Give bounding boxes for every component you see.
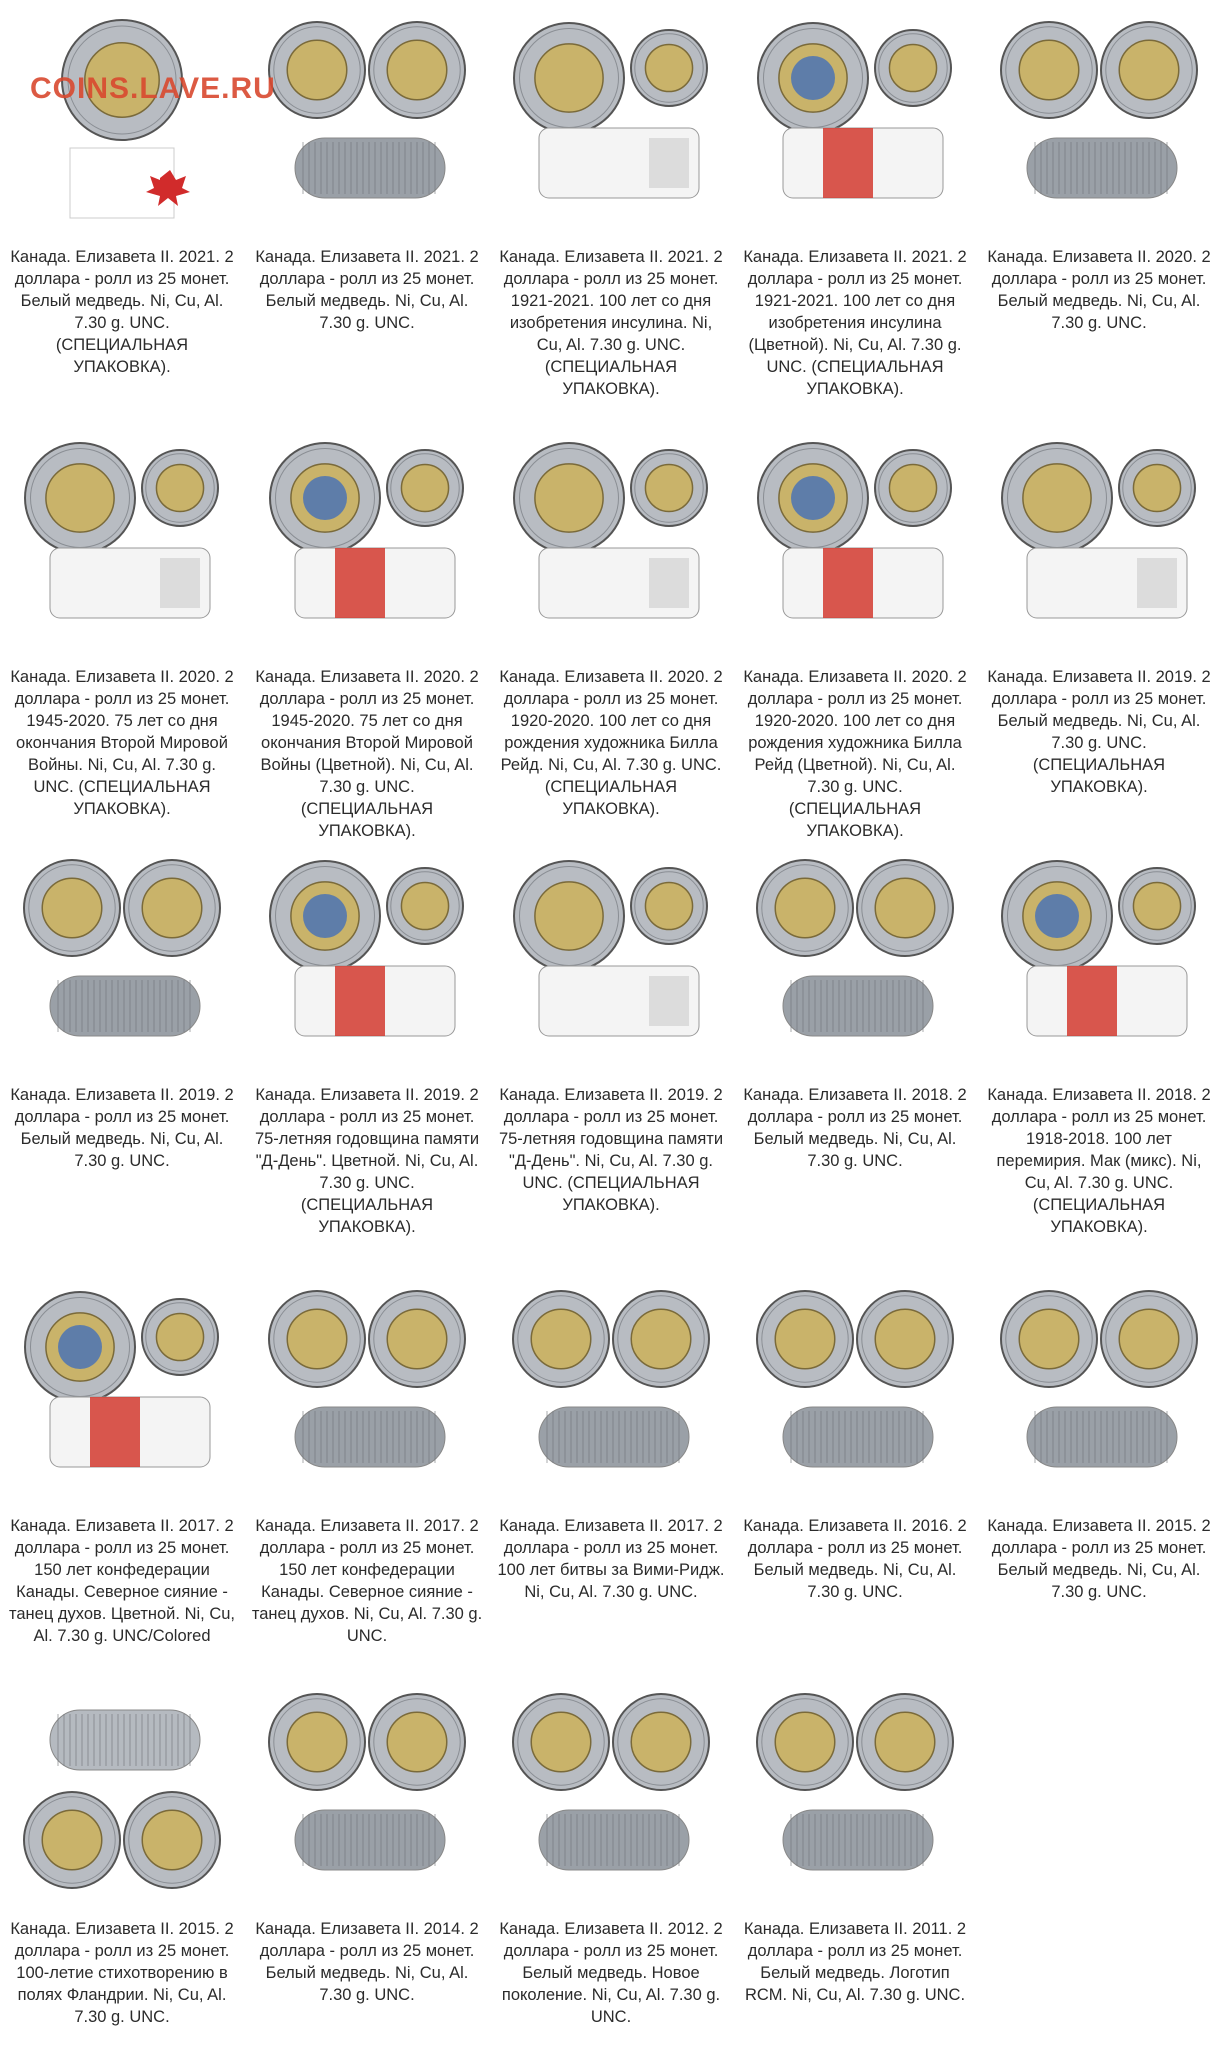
product-caption[interactable]: Канада. Елизавета II. 2019. 2 доллара - ролл из 25 монет. Белый медведь. Ni, Cu, Al. 7.30 g. UNC. (СПЕЦИАЛЬНАЯ УПАКОВКА). — [987, 668, 1211, 796]
coin-roll-photo — [10, 1680, 234, 1904]
product-image[interactable] — [255, 1680, 479, 1904]
product-card[interactable] — [981, 846, 1217, 1238]
product-card[interactable] — [493, 8, 729, 400]
product-caption[interactable]: Канада. Елизавета II. 2021. 2 доллара - ролл из 25 монет. 1921-2021. 100 лет со дня изобретения инсулина (Цветной). Ni, Cu, Al. 7.30 g. UNC. (СПЕЦИАЛЬНАЯ УПАКОВКА). — [743, 248, 967, 398]
coin-roll-photo — [743, 846, 967, 1070]
product-card[interactable] — [4, 846, 240, 1172]
coin-roll-photo — [499, 846, 723, 1070]
product-card[interactable] — [493, 846, 729, 1216]
product-card[interactable] — [249, 1680, 485, 2006]
product-card[interactable] — [737, 846, 973, 1172]
product-image[interactable] — [743, 428, 967, 652]
product-caption[interactable]: Канада. Елизавета II. 2020. 2 доллара - ролл из 25 монет. 1945-2020. 75 лет со дня окончания Второй Мировой Войны (Цветной). Ni, Cu, Al. 7.30 g. UNC. (СПЕЦИАЛЬНАЯ УПАКОВКА). — [255, 668, 479, 840]
product-caption[interactable]: Канада. Елизавета II. 2020. 2 доллара - ролл из 25 монет. 1945-2020. 75 лет со дня окончания Второй Мировой Войны. Ni, Cu, Al. 7.30 g. UNC. (СПЕЦИАЛЬНАЯ УПАКОВКА). — [10, 668, 234, 818]
coin-roll-photo — [255, 1680, 479, 1904]
product-card[interactable] — [249, 8, 485, 334]
coin-roll-photo — [743, 1680, 967, 1904]
product-card[interactable] — [737, 428, 973, 842]
product-image[interactable] — [10, 846, 234, 1070]
coin-roll-photo — [255, 428, 479, 652]
product-image[interactable] — [987, 1277, 1211, 1501]
product-caption[interactable]: Канада. Елизавета II. 2018. 2 доллара - ролл из 25 монет. Белый медведь. Ni, Cu, Al. 7.30 g. UNC. — [743, 1086, 967, 1170]
product-image[interactable] — [499, 846, 723, 1070]
coin-roll-photo — [499, 1277, 723, 1501]
coin-roll-photo — [10, 1277, 234, 1501]
product-image[interactable] — [10, 1680, 234, 1904]
product-card[interactable] — [981, 8, 1217, 334]
product-image[interactable] — [499, 428, 723, 652]
product-card[interactable] — [737, 1680, 973, 2006]
coin-roll-photo — [255, 846, 479, 1070]
product-image[interactable] — [987, 8, 1211, 232]
product-card[interactable] — [249, 1277, 485, 1647]
product-card[interactable] — [4, 1277, 240, 1647]
product-card[interactable] — [981, 1277, 1217, 1603]
product-caption[interactable]: Канада. Елизавета II. 2020. 2 доллара - ролл из 25 монет. Белый медведь. Ni, Cu, Al. 7.30 g. UNC. — [987, 248, 1211, 332]
product-image[interactable] — [743, 1680, 967, 1904]
coin-roll-photo — [987, 846, 1211, 1070]
coin-roll-photo — [10, 846, 234, 1070]
product-image[interactable] — [255, 846, 479, 1070]
product-image[interactable] — [987, 428, 1211, 652]
product-card[interactable] — [981, 428, 1217, 798]
watermark-logo: COINS.LAVE.RU — [30, 72, 276, 105]
product-image[interactable] — [743, 1277, 967, 1501]
product-card[interactable] — [737, 1277, 973, 1603]
product-image[interactable] — [255, 428, 479, 652]
product-card[interactable] — [493, 1680, 729, 2028]
coin-roll-photo — [499, 8, 723, 232]
product-caption[interactable]: Канада. Елизавета II. 2017. 2 доллара - ролл из 25 монет. 100 лет битвы за Вими-Ридж. Ni, Cu, Al. 7.30 g. UNC. — [497, 1517, 725, 1601]
coin-roll-photo — [743, 1277, 967, 1501]
product-image[interactable] — [499, 1680, 723, 1904]
coin-roll-photo — [255, 1277, 479, 1501]
product-caption[interactable]: Канада. Елизавета II. 2015. 2 доллара - ролл из 25 монет. 100-летие стихотворению в полях Фландрии. Ni, Cu, Al. 7.30 g. UNC. — [10, 1920, 234, 2026]
coin-roll-photo — [255, 8, 479, 232]
product-image[interactable] — [499, 8, 723, 232]
coin-roll-photo — [743, 428, 967, 652]
product-card[interactable] — [493, 1277, 729, 1603]
coin-roll-photo — [10, 8, 234, 232]
coin-roll-photo — [987, 8, 1211, 232]
product-caption[interactable]: Канада. Елизавета II. 2021. 2 доллара - ролл из 25 монет. 1921-2021. 100 лет со дня изобретения инсулина. Ni, Cu, Al. 7.30 g. UNC. (СПЕЦИАЛЬНАЯ УПАКОВКА). — [499, 248, 723, 398]
coin-roll-photo — [499, 428, 723, 652]
coin-roll-photo — [987, 428, 1211, 652]
product-image[interactable] — [743, 8, 967, 232]
product-card[interactable] — [4, 8, 240, 378]
product-caption[interactable]: Канада. Елизавета II. 2015. 2 доллара - ролл из 25 монет. Белый медведь. Ni, Cu, Al. 7.30 g. UNC. — [987, 1517, 1211, 1601]
product-image[interactable] — [10, 1277, 234, 1501]
product-caption[interactable]: Канада. Елизавета II. 2019. 2 доллара - ролл из 25 монет. 75-летняя годовщина памяти "Д-День". Ni, Cu, Al. 7.30 g. UNC. (СПЕЦИАЛЬНАЯ УПАКОВКА). — [498, 1086, 724, 1214]
product-image[interactable] — [987, 846, 1211, 1070]
product-card[interactable] — [249, 428, 485, 842]
product-caption[interactable]: Канада. Елизавета II. 2018. 2 доллара - ролл из 25 монет. 1918-2018. 100 лет перемирия. Мак (микс). Ni, Cu, Al. 7.30 g. UNC. (СПЕЦИАЛЬНАЯ УПАКОВКА). — [987, 1086, 1211, 1236]
product-caption[interactable]: Канада. Елизавета II. 2012. 2 доллара - ролл из 25 монет. Белый медведь. Новое поколение. Ni, Cu, Al. 7.30 g. UNC. — [499, 1920, 723, 2026]
coin-roll-photo — [987, 1277, 1211, 1501]
product-caption[interactable]: Канада. Елизавета II. 2016. 2 доллара - ролл из 25 монет. Белый медведь. Ni, Cu, Al. 7.30 g. UNC. — [743, 1517, 967, 1601]
product-caption[interactable]: Канада. Елизавета II. 2019. 2 доллара - ролл из 25 монет. 75-летняя годовщина памяти "Д-День". Цветной. Ni, Cu, Al. 7.30 g. UNC. (СПЕЦИАЛЬНАЯ УПАКОВКА). — [254, 1086, 480, 1236]
product-caption[interactable]: Канада. Елизавета II. 2021. 2 доллара - ролл из 25 монет. Белый медведь. Ni, Cu, Al. 7.30 g. UNC. (СПЕЦИАЛЬНАЯ УПАКОВКА). — [10, 248, 234, 376]
product-card[interactable] — [737, 8, 973, 400]
product-caption[interactable]: Канада. Елизавета II. 2020. 2 доллара - ролл из 25 монет. 1920-2020. 100 лет со дня рождения художника Билла Рейд (Цветной). Ni, Cu, Al. 7.30 g. UNC. (СПЕЦИАЛЬНАЯ УПАКОВКА). — [743, 668, 967, 840]
product-caption[interactable]: Канада. Елизавета II. 2017. 2 доллара - ролл из 25 монет. 150 лет конфедерации Канады. Северное сияние - танец духов. Цветной. Ni, Cu, Al. 7.30 g. UNC/Colored — [9, 1517, 235, 1645]
product-image[interactable] — [499, 1277, 723, 1501]
product-caption[interactable]: Канада. Елизавета II. 2020. 2 доллара - ролл из 25 монет. 1920-2020. 100 лет со дня рождения художника Билла Рейд. Ni, Cu, Al. 7.30 g. UNC. (СПЕЦИАЛЬНАЯ УПАКОВКА). — [499, 668, 723, 818]
product-caption[interactable]: Канада. Елизавета II. 2011. 2 доллара - ролл из 25 монет. Белый медведь. Логотип RCM. Ni, Cu, Al. 7.30 g. UNC. — [743, 1920, 967, 2004]
product-image[interactable] — [10, 428, 234, 652]
product-image[interactable] — [255, 1277, 479, 1501]
coin-roll-photo — [743, 8, 967, 232]
product-caption[interactable]: Канада. Елизавета II. 2017. 2 доллара - ролл из 25 монет. 150 лет конфедерации Канады. Северное сияние - танец духов. Ni, Cu, Al. 7.30 g. UNC. — [251, 1517, 483, 1645]
product-card[interactable] — [493, 428, 729, 820]
product-image[interactable] — [743, 846, 967, 1070]
product-card[interactable] — [249, 846, 485, 1238]
coin-roll-photo — [10, 428, 234, 652]
coin-roll-photo — [499, 1680, 723, 1904]
product-caption[interactable]: Канада. Елизавета II. 2019. 2 доллара - ролл из 25 монет. Белый медведь. Ni, Cu, Al. 7.30 g. UNC. — [10, 1086, 234, 1170]
product-caption[interactable]: Канада. Елизавета II. 2021. 2 доллара - ролл из 25 монет. Белый медведь. Ni, Cu, Al. 7.30 g. UNC. — [255, 248, 479, 332]
product-card[interactable] — [4, 428, 240, 820]
product-caption[interactable]: Канада. Елизавета II. 2014. 2 доллара - ролл из 25 монет. Белый медведь. Ni, Cu, Al. 7.30 g. UNC. — [255, 1920, 479, 2004]
product-card[interactable] — [4, 1680, 240, 2028]
product-image[interactable] — [255, 8, 479, 232]
product-image[interactable] — [10, 8, 234, 232]
